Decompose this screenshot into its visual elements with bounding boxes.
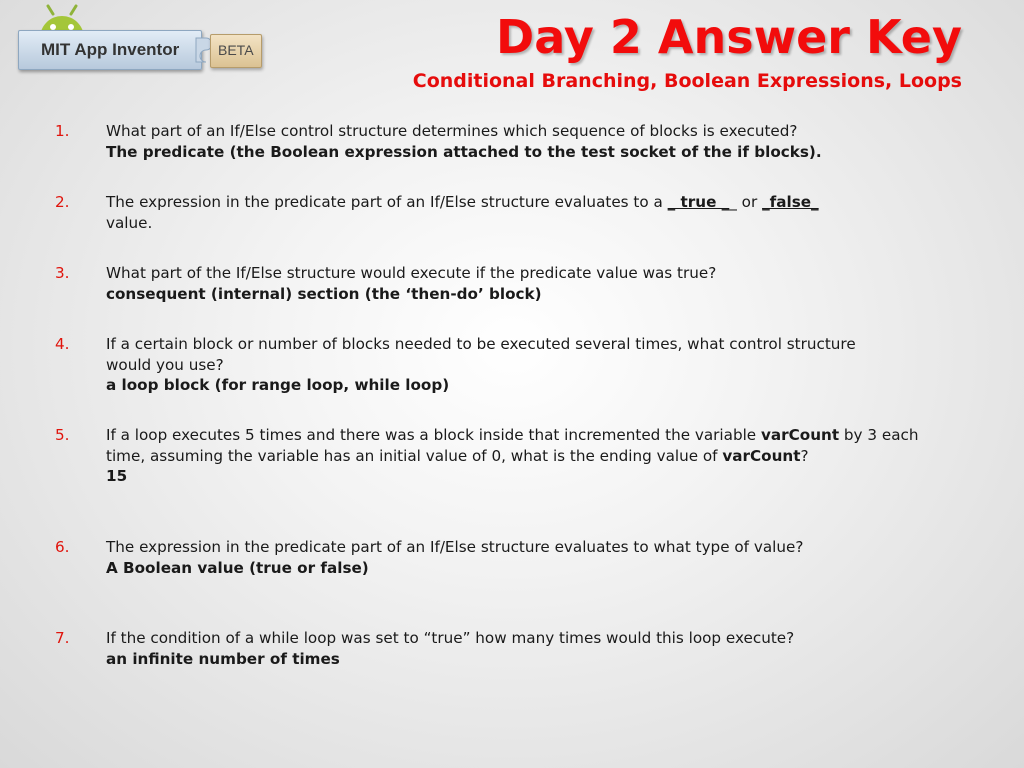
question-number: 4.	[55, 335, 70, 353]
question-number: 5.	[55, 426, 70, 444]
page-title: Day 2 Answer Key	[496, 10, 962, 64]
variable-name: varCount	[760, 426, 840, 444]
mit-app-inventor-logo	[14, 4, 264, 74]
question-text: If the condition of a while loop was set to “true” how many times would this loop execute?	[106, 629, 795, 647]
question-text: The expression in the predicate part of an If/Else structure evaluates to what type of value?	[106, 538, 804, 556]
answer-text: a loop block (for range loop, while loop)	[106, 376, 450, 394]
question-text-part: ?	[800, 446, 809, 465]
question-number: 1.	[55, 122, 70, 140]
answer-text: consequent (internal) section (the ‘then-do’ block)	[106, 284, 542, 303]
question-text: What part of the If/Else structure would execute if the predicate value was true?	[106, 264, 717, 282]
logo-text: MIT App Inventor	[41, 40, 180, 59]
answer-text: 15	[106, 467, 128, 485]
beta-badge	[210, 34, 262, 68]
logo-plate	[18, 30, 202, 70]
question-number: 2.	[55, 193, 70, 211]
question-text-part: The expression in the predicate part of an If/Else structure evaluates to a	[106, 193, 668, 211]
question-text-part: by 3 each time, assuming the variable has an initial value of 0, what is the ending value of	[106, 426, 919, 465]
answer-text: A Boolean value (true or false)	[106, 558, 369, 577]
question-text-part: If a loop executes 5 times and there was a block inside that incremented the variable	[106, 426, 761, 444]
question-text: What part of an If/Else control structure determines which sequence of blocks is executed?	[106, 122, 798, 140]
answer-text: an infinite number of times	[106, 649, 340, 668]
question-number: 7.	[55, 629, 70, 647]
answer-text: The predicate (the Boolean expression attached to the test socket of the if blocks).	[106, 142, 822, 161]
variable-name: varCount	[722, 446, 801, 465]
answer-blank-true: _ true _	[667, 193, 730, 211]
question-text-part: value.	[106, 213, 153, 232]
beta-text: BETA	[218, 42, 254, 58]
question-text: If a certain block or number of blocks needed to be executed several times, what control structure would you use?	[106, 335, 856, 374]
question-number: 6.	[55, 538, 70, 556]
question-number: 3.	[55, 264, 70, 282]
answer-blank-false: _false_	[762, 193, 819, 211]
page-subtitle: Conditional Branching, Boolean Expressions, Loops	[412, 70, 962, 92]
question-text-part: _ or	[729, 193, 763, 211]
